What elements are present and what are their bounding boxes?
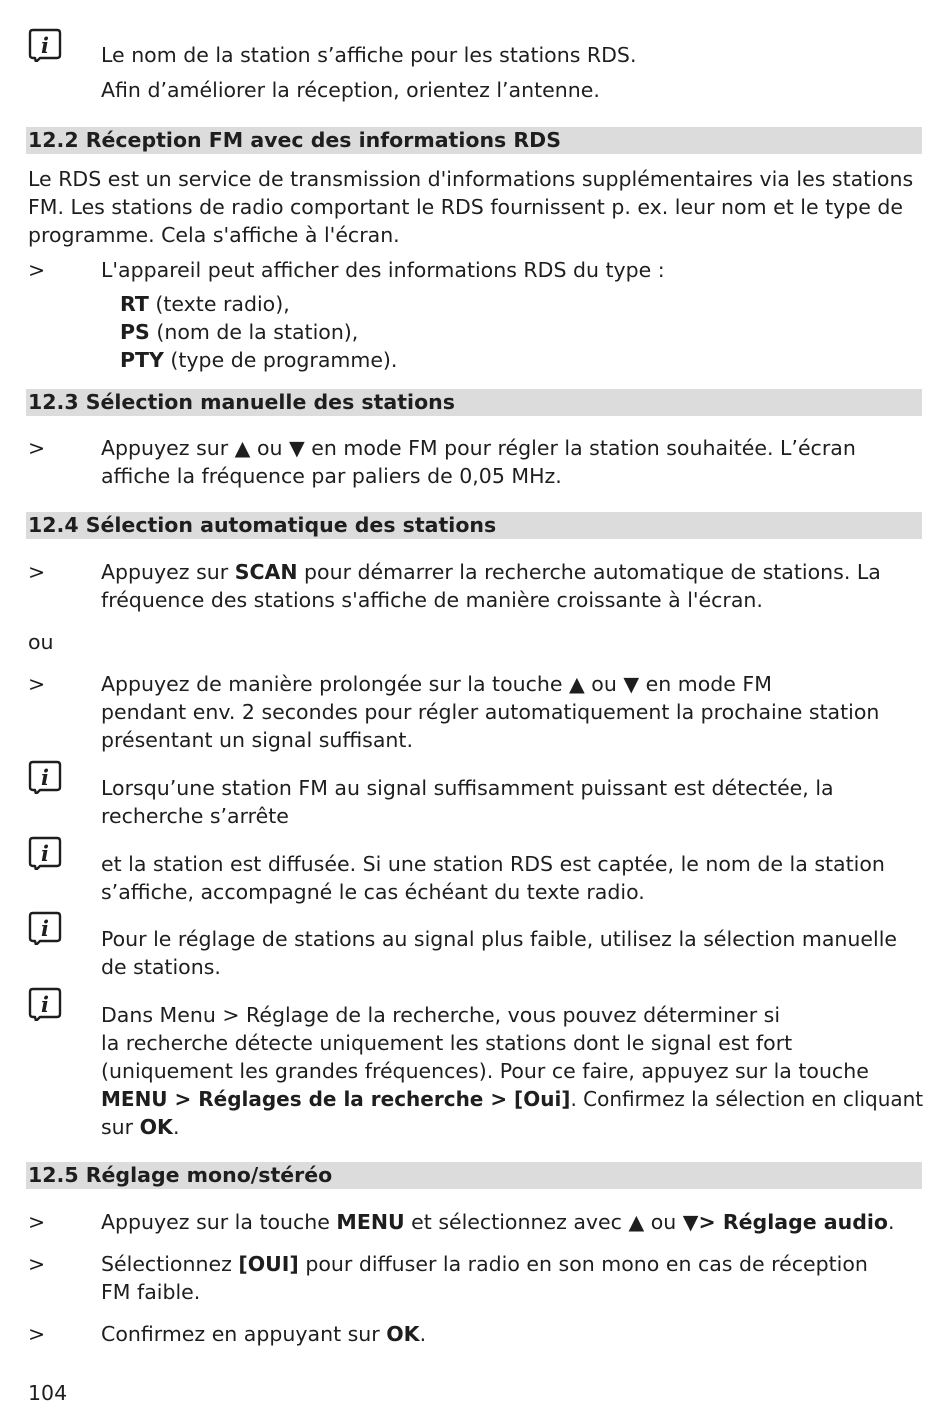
rds-code: RT <box>120 292 149 316</box>
key-label: SCAN <box>234 560 298 584</box>
section-heading: 12.5 Réglage mono/stéréo <box>26 1162 922 1189</box>
info-text: (uniquement les grandes fréquences). Pour ce faire, appuyez sur la touche <box>101 1059 869 1083</box>
svg-text:i: i <box>41 765 49 790</box>
bullet-marker: > <box>28 560 46 584</box>
key-label: MENU <box>336 1210 405 1234</box>
info-text: Dans Menu > Réglage de la recherche, vous pouvez déterminer si <box>101 1003 781 1027</box>
svg-text:i: i <box>41 916 49 941</box>
or-separator: ou <box>28 630 54 654</box>
key-label: OK <box>139 1115 173 1139</box>
info-icon <box>28 836 62 870</box>
rds-desc: (nom de la station), <box>156 320 359 344</box>
rds-code: PS <box>120 320 150 344</box>
info-text: Lorsqu’une station FM au signal suffisamment puissant est détectée, la <box>101 776 834 800</box>
bullet-text: Appuyez sur ▲ ou ▼ en mode FM pour régler la station souhaitée. L’écran <box>101 436 856 460</box>
text-run: . <box>172 1115 180 1139</box>
svg-text:i: i <box>41 841 49 866</box>
info-text: et la station est diffusée. Si une station RDS est captée, le nom de la station <box>101 852 885 876</box>
info-text <box>101 1113 931 1141</box>
text-run: Confirmez en appuyant sur <box>101 1322 387 1346</box>
menu-path: ▼> Réglage audio <box>682 1210 889 1234</box>
menu-path: MENU > Réglages de la recherche > [Oui] <box>101 1087 571 1111</box>
info-icon <box>28 987 62 1021</box>
info-icon <box>28 911 62 945</box>
section-heading: 12.2 Réception FM avec des informations RDS <box>26 127 922 154</box>
bullet-text: affiche la fréquence par paliers de 0,05 MHz. <box>101 464 562 488</box>
paragraph: Le RDS est un service de transmission d'informations supplémentaires via les stations FM. Les stations de radio comportant le RDS fournissent p. ex. leur nom et le type de programme. Cela s'affiche à l'écran. <box>28 167 914 247</box>
rds-desc: (texte radio), <box>155 292 290 316</box>
bullet-text <box>101 1208 931 1236</box>
text-run: . Confirmez la sélection en cliquant <box>570 1087 924 1111</box>
info-text: Le nom de la station s’affiche pour les stations RDS. <box>101 43 637 67</box>
svg-text:i: i <box>41 992 49 1017</box>
text-run: Sélectionnez <box>101 1252 239 1276</box>
rds-desc: (type de programme). <box>170 348 398 372</box>
info-text: s’affiche, accompagné le cas échéant du texte radio. <box>101 880 645 904</box>
text-run: . <box>888 1210 895 1234</box>
info-text: Afin d’améliorer la réception, orientez l’antenne. <box>101 78 600 102</box>
bullet-text: fréquence des stations s'affiche de manière croissante à l'écran. <box>101 588 763 612</box>
info-text: la recherche détecte uniquement les stations dont le signal est fort <box>101 1031 793 1055</box>
info-text: recherche s’arrête <box>101 804 289 828</box>
bullet-marker: > <box>28 436 46 460</box>
rds-code: PTY <box>120 348 164 372</box>
info-text: de stations. <box>101 955 221 979</box>
info-text <box>101 1085 931 1113</box>
text-run: Appuyez sur la touche <box>101 1210 337 1234</box>
bullet-text <box>101 1320 931 1348</box>
bullet-marker: > <box>28 1252 46 1276</box>
text-run: . <box>419 1322 427 1346</box>
bullet-marker: > <box>28 258 46 282</box>
text-run: et sélectionnez avec ▲ ou <box>404 1210 683 1234</box>
text-run: sur <box>101 1115 140 1139</box>
svg-text:i: i <box>41 33 49 58</box>
text-run: pour diffuser la radio en son mono en cas de réception <box>298 1252 868 1276</box>
rds-item <box>120 346 950 374</box>
bullet-text: pendant env. 2 secondes pour régler automatiquement la prochaine station <box>101 700 880 724</box>
info-icon <box>28 28 62 62</box>
key-label: [OUI] <box>238 1252 299 1276</box>
info-icon <box>28 760 62 794</box>
page-number: 104 <box>28 1381 68 1405</box>
key-label: OK <box>386 1322 420 1346</box>
bullet-marker: > <box>28 1210 46 1234</box>
bullet-text <box>101 558 931 586</box>
bullet-text: FM faible. <box>101 1280 201 1304</box>
section-heading: 12.3 Sélection manuelle des stations <box>26 389 922 416</box>
bullet-text: Appuyez de manière prolongée sur la touche ▲ ou ▼ en mode FM <box>101 672 772 696</box>
rds-item <box>120 290 950 318</box>
bullet-marker: > <box>28 1322 46 1346</box>
section-heading: 12.4 Sélection automatique des stations <box>26 512 922 539</box>
rds-item <box>120 318 950 346</box>
text-run: Appuyez sur <box>101 560 235 584</box>
text-run: pour démarrer la recherche automatique de stations. La <box>297 560 881 584</box>
bullet-text <box>101 1250 931 1278</box>
bullet-marker: > <box>28 672 46 696</box>
bullet-text: L'appareil peut afficher des informations RDS du type : <box>101 258 665 282</box>
info-text: Pour le réglage de stations au signal plus faible, utilisez la sélection manuelle <box>101 927 898 951</box>
bullet-text: présentant un signal suffisant. <box>101 728 413 752</box>
